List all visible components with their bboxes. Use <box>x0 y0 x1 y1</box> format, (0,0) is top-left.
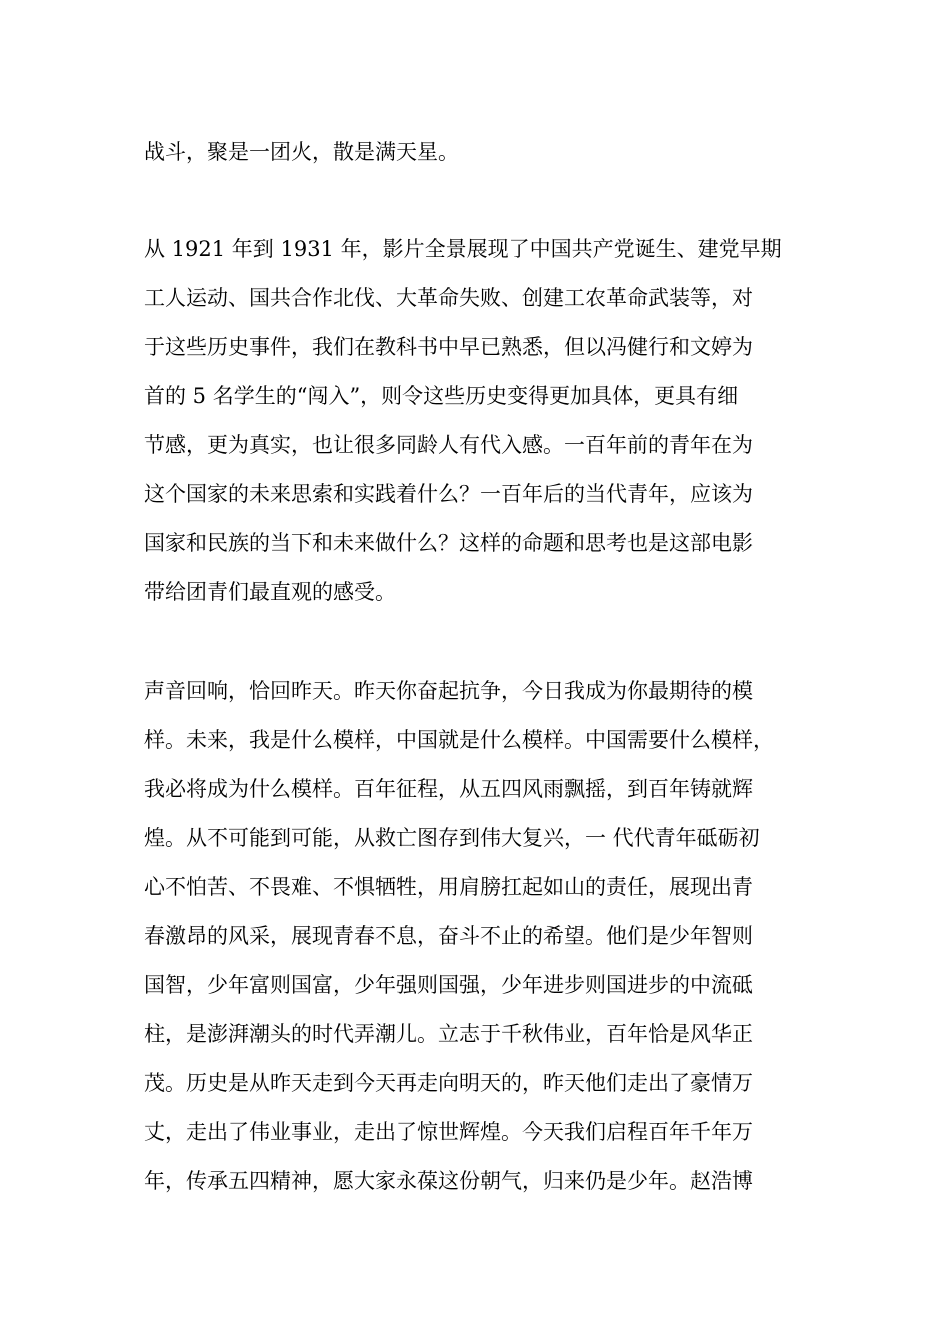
paragraph-1 <box>144 128 804 177</box>
text-line: 于这些历史事件，我们在教科书中早已熟悉，但以冯健行和文婷为 <box>144 335 753 359</box>
text-line: 节感，更为真实，也让很多同龄人有代入感。一百年前的青年在为 <box>144 433 753 457</box>
text-line: 国家和民族的当下和未来做什么？这样的命题和思考也是这部电影 <box>144 531 753 555</box>
text-line: 丈，走出了伟业事业，走出了惊世辉煌。今天我们启程百年千年万 <box>144 1120 753 1144</box>
text-line: 声音回响，恰回昨天。昨天你奋起抗争，今日我成为你最期待的模 <box>144 679 753 703</box>
paragraph-3 <box>144 667 804 1206</box>
text-line: 样。未来，我是什么模样，中国就是什么模样。中国需要什么模样， <box>144 728 774 752</box>
text-line: 从 1921 年到 1931 年，影片全景展现了中国共产党诞生、建党早期 <box>144 237 782 261</box>
text-line: 这个国家的未来思索和实践着什么？一百年后的当代青年，应该为 <box>144 482 753 506</box>
text-line: 心不怕苦、不畏难、不惧牺牲，用肩膀扛起如山的责任，展现出青 <box>144 875 753 899</box>
text-line: 首的 5 名学生的“闯入”，则令这些历史变得更加具体，更具有细 <box>144 384 739 408</box>
text-line: 柱，是澎湃潮头的时代弄潮儿。立志于千秋伟业，百年恰是风华正 <box>144 1022 753 1046</box>
text-line: 带给团青们最直观的感受。 <box>144 580 396 604</box>
text-line: 春激昂的风采，展现青春不息，奋斗不止的希望。他们是少年智则 <box>144 924 753 948</box>
text-line: 战斗，聚是一团火，散是满天星。 <box>144 140 459 164</box>
text-line: 煌。从不可能到可能，从救亡图存到伟大复兴，一 代代青年砥砺初 <box>144 826 760 850</box>
text-line: 年，传承五四精神，愿大家永葆这份朝气，归来仍是少年。赵浩博 <box>144 1169 753 1193</box>
paragraph-2 <box>144 225 804 617</box>
text-line: 工人运动、国共合作北伐、大革命失败、创建工农革命武装等，对 <box>144 286 753 310</box>
text-line: 国智，少年富则国富，少年强则国强，少年进步则国进步的中流砥 <box>144 973 753 997</box>
text-line: 茂。历史是从昨天走到今天再走向明天的，昨天他们走出了豪情万 <box>144 1071 753 1095</box>
text-line: 我必将成为什么模样。百年征程，从五四风雨飘摇，到百年铸就辉 <box>144 777 753 801</box>
